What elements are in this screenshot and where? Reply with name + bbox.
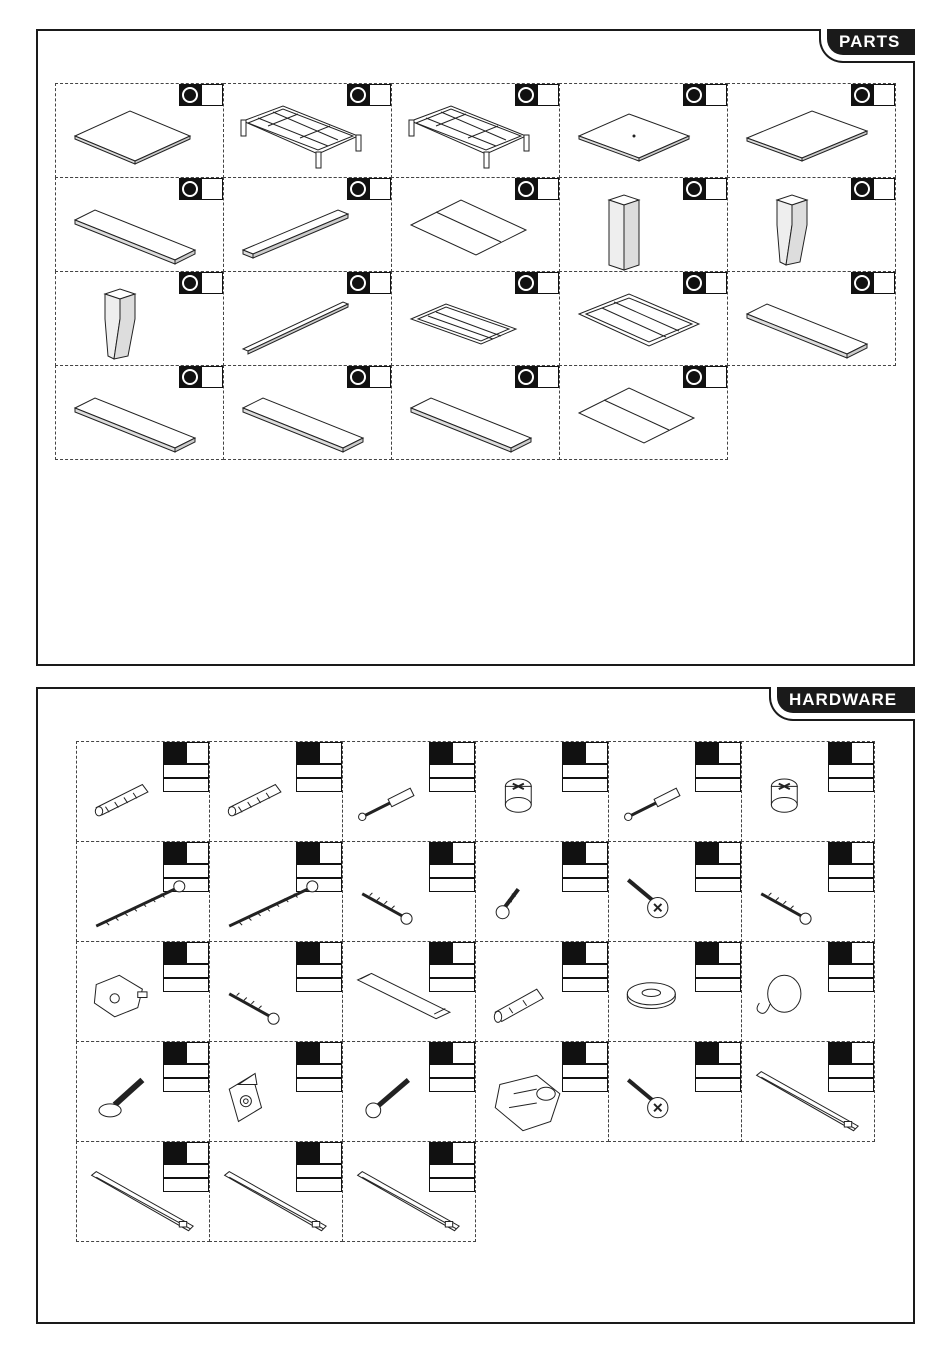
part-item: [55, 365, 224, 460]
wide-frame-icon: [574, 284, 704, 364]
part-item: [559, 271, 728, 366]
hardware-item: [608, 1041, 742, 1142]
frame-icon: [406, 96, 536, 176]
hardware-item: [342, 1141, 476, 1242]
adhesive-pad-icon: [353, 966, 473, 1040]
hardware-item: [76, 941, 210, 1042]
leg-icon: [574, 190, 704, 270]
screw-icon: [752, 866, 872, 940]
part-item: [55, 83, 224, 178]
drawer-slide-icon: [752, 1066, 872, 1140]
part-item: [391, 271, 560, 366]
hardware-item: [76, 1141, 210, 1242]
part-item: [55, 177, 224, 272]
hardware-item: [741, 741, 875, 842]
shelf-board-icon: [742, 284, 872, 364]
hardware-title: HARDWARE: [777, 687, 915, 713]
back-panel-icon: [574, 378, 704, 458]
hardware-tab: [769, 687, 915, 721]
small-frame-icon: [406, 284, 536, 364]
wall-anchor-icon: [486, 966, 606, 1040]
hardware-item: [475, 941, 609, 1042]
wood-dowel-icon: [220, 766, 340, 840]
part-item: [727, 271, 896, 366]
hardware-item: [76, 1041, 210, 1142]
hinge-icon: [486, 1066, 606, 1140]
hardware-item: [209, 941, 343, 1042]
hardware-item: [342, 741, 476, 842]
euro-screw-icon: [353, 1066, 473, 1140]
part-item: [223, 177, 392, 272]
shelf-board-icon: [70, 190, 200, 270]
washer-icon: [619, 966, 739, 1040]
back-panel-icon: [406, 190, 536, 270]
knob-icon: [752, 966, 872, 1040]
part-item: [391, 83, 560, 178]
cam-bolt-icon: [619, 766, 739, 840]
cam-lock-icon: [486, 766, 606, 840]
part-item: [223, 83, 392, 178]
part-item: [391, 365, 560, 460]
rail-icon: [238, 190, 368, 270]
part-item: [391, 177, 560, 272]
wood-dowel-icon: [87, 766, 207, 840]
screw-icon: [220, 966, 340, 1040]
long-screw-icon: [87, 866, 207, 940]
screw-icon: [353, 866, 473, 940]
shelf-board-icon: [238, 378, 368, 458]
machine-screw-icon: [87, 1066, 207, 1140]
frame-icon: [238, 96, 368, 176]
hardware-item: [741, 941, 875, 1042]
top-panel-icon: [742, 96, 872, 176]
drawer-slide-icon: [220, 1166, 340, 1240]
cam-lock-icon: [752, 766, 872, 840]
part-item: [727, 83, 896, 178]
parts-title: PARTS: [827, 29, 915, 55]
tapered-leg-icon: [70, 284, 200, 364]
drawer-slide-icon: [87, 1166, 207, 1240]
part-item: [223, 271, 392, 366]
hardware-item: [608, 941, 742, 1042]
shelf-board-icon: [70, 378, 200, 458]
hardware-item: [76, 841, 210, 942]
pan-head-screw-icon: [619, 1066, 739, 1140]
hardware-item: [608, 741, 742, 842]
panel-icon: [574, 96, 704, 176]
part-item: [223, 365, 392, 460]
parts-tab: [819, 29, 915, 63]
hardware-item: [475, 841, 609, 942]
hardware-item: [209, 741, 343, 842]
shelf-board-icon: [406, 378, 536, 458]
large-panel-icon: [70, 96, 200, 176]
long-screw-icon: [220, 866, 340, 940]
parts-panel: [36, 29, 915, 666]
drawer-slide-icon: [353, 1166, 473, 1240]
hardware-item: [209, 1141, 343, 1242]
slat-icon: [238, 284, 368, 364]
short-screw-icon: [486, 866, 606, 940]
hardware-item: [342, 841, 476, 942]
hardware-item: [475, 1041, 609, 1142]
hardware-panel: [36, 687, 915, 1324]
hardware-item: [209, 1041, 343, 1142]
part-item: [55, 271, 224, 366]
hardware-item: [209, 841, 343, 942]
hardware-item: [608, 841, 742, 942]
hardware-item: [76, 741, 210, 842]
cam-bolt-icon: [353, 766, 473, 840]
tapered-leg-icon: [742, 190, 872, 270]
hardware-item: [741, 841, 875, 942]
part-item: [727, 177, 896, 272]
hardware-item: [342, 941, 476, 1042]
hardware-item: [475, 741, 609, 842]
bracket-icon: [87, 966, 207, 1040]
corner-protector-icon: [220, 1066, 340, 1140]
hardware-item: [342, 1041, 476, 1142]
pan-head-screw-icon: [619, 866, 739, 940]
part-item: [559, 83, 728, 178]
part-item: [559, 365, 728, 460]
part-item: [559, 177, 728, 272]
hardware-item: [741, 1041, 875, 1142]
